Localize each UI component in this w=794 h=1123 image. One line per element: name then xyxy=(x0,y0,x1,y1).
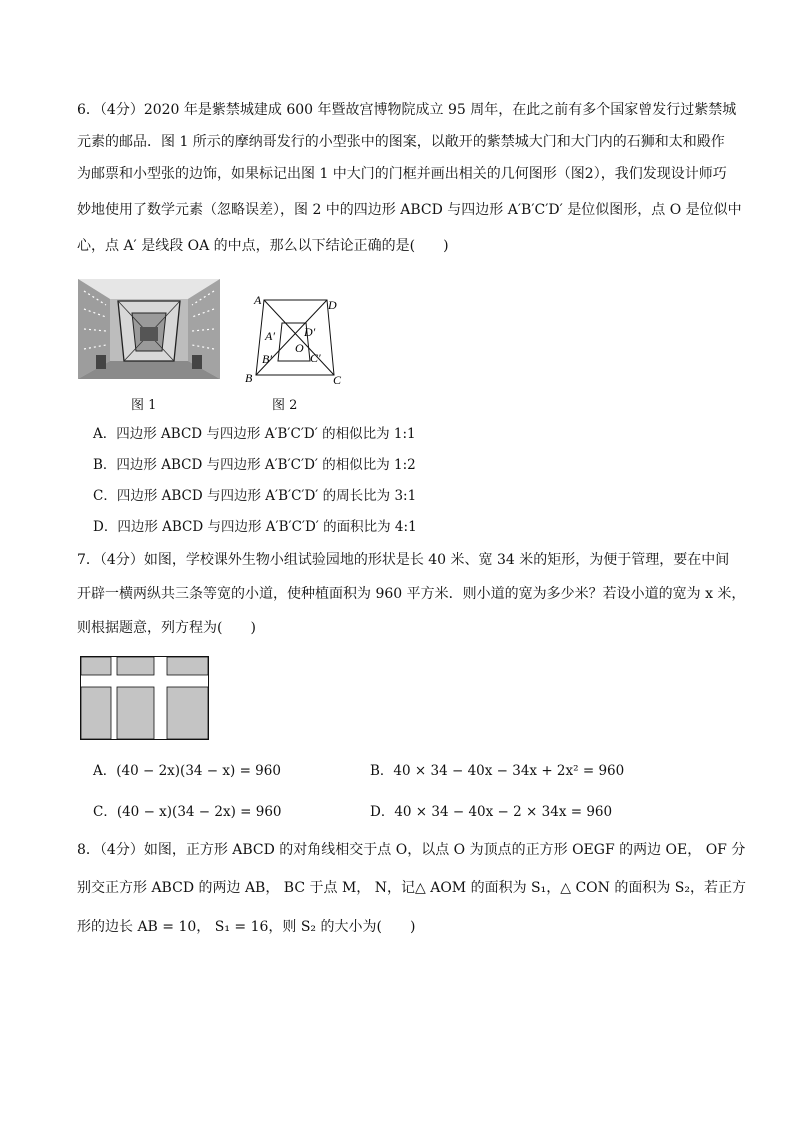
label-D: D xyxy=(328,298,337,312)
q6-option-c[interactable]: C．四边形 ABCD 与四边形 A′B′C′D′ 的周长比为 3:1 xyxy=(93,488,417,504)
q7-option-a[interactable]: A．(40 − 2x)(34 − x) = 960 xyxy=(93,763,281,779)
q8-line-3: 形的边长 AB = 10， S₁ = 16，则 S₂ 的大小为( ) xyxy=(77,919,416,935)
q6-line-2: 元素的邮品．图 1 所示的摩纳哥发行的小型张中的图案，以敞开的紫禁城大门和大门内的石狮和太和殿作 xyxy=(77,134,725,150)
q7-line-2: 开辟一横两纵共三条等宽的小道，使种植面积为 960 平方米．则小道的宽为多少米？若设小道的宽为 x 米， xyxy=(77,586,746,602)
q6-line-4: 妙地使用了数学元素（忽略误差），图 2 中的四边形 ABCD 与四边形 A′B′C′D′ 是位似图形，点 O 是位似中 xyxy=(77,202,742,218)
label-D-prime: D′ xyxy=(304,325,316,339)
q6-option-b[interactable]: B．四边形 ABCD 与四边形 A′B′C′D′ 的相似比为 1:2 xyxy=(93,457,416,473)
q6-option-d[interactable]: D．四边形 ABCD 与四边形 A′B′C′D′ 的面积比为 4:1 xyxy=(93,519,417,535)
q6-line-3: 为邮票和小型张的边饰，如果标记出图 1 中大门的门框并画出相关的几何图形（图2），我们发现设计师巧 xyxy=(77,166,727,182)
garden-plot-diagram xyxy=(80,656,210,741)
q7-option-c[interactable]: C．(40 − x)(34 − 2x) = 960 xyxy=(93,804,282,820)
q7-option-b[interactable]: B．40 × 34 − 40x − 34x + 2x² = 960 xyxy=(370,763,625,779)
label-B: B xyxy=(245,371,253,385)
q7-line-3: 则根据题意，列方程为( ) xyxy=(77,620,256,636)
label-A: A xyxy=(254,293,262,307)
label-C-prime: C′ xyxy=(310,351,321,365)
figure-2-caption: 图 2 xyxy=(272,398,298,413)
q6-option-a[interactable]: A．四边形 ABCD 与四边形 A′B′C′D′ 的相似比为 1:1 xyxy=(93,426,416,442)
q7-line-1: 7．（4分）如图，学校课外生物小组试验园地的形状是长 40 米、宽 34 米的矩形，为便于管理，要在中间 xyxy=(77,552,730,568)
figure-1-gate-photo xyxy=(78,279,220,379)
q6-line-1: 6．（4分）2020 年是紫禁城建成 600 年暨故宫博物院成立 95 周年，在此之前有多个国家曾发行过紫禁城 xyxy=(77,102,737,118)
label-B-prime: B′ xyxy=(262,352,272,366)
label-O: O xyxy=(295,341,304,355)
q7-option-d[interactable]: D．40 × 34 − 40x − 2 × 34x = 960 xyxy=(370,804,613,820)
q8-line-1: 8．（4分）如图，正方形 ABCD 的对角线相交于点 O，以点 O 为顶点的正方形 OEGF 的两边 OE， OF 分 xyxy=(77,842,746,858)
label-C: C xyxy=(333,373,342,387)
q8-line-2: 别交正方形 ABCD 的两边 AB， BC 于点 M， N，记△ AOM 的面积为 S₁，△ CON 的面积为 S₂，若正方 xyxy=(77,880,746,896)
figure-2-diagram xyxy=(240,292,350,387)
q6-line-5: 心，点 A′ 是线段 OA 的中点，那么以下结论正确的是( ) xyxy=(77,238,449,254)
label-A-prime: A′ xyxy=(265,329,275,343)
figure-1-caption: 图 1 xyxy=(131,398,157,413)
